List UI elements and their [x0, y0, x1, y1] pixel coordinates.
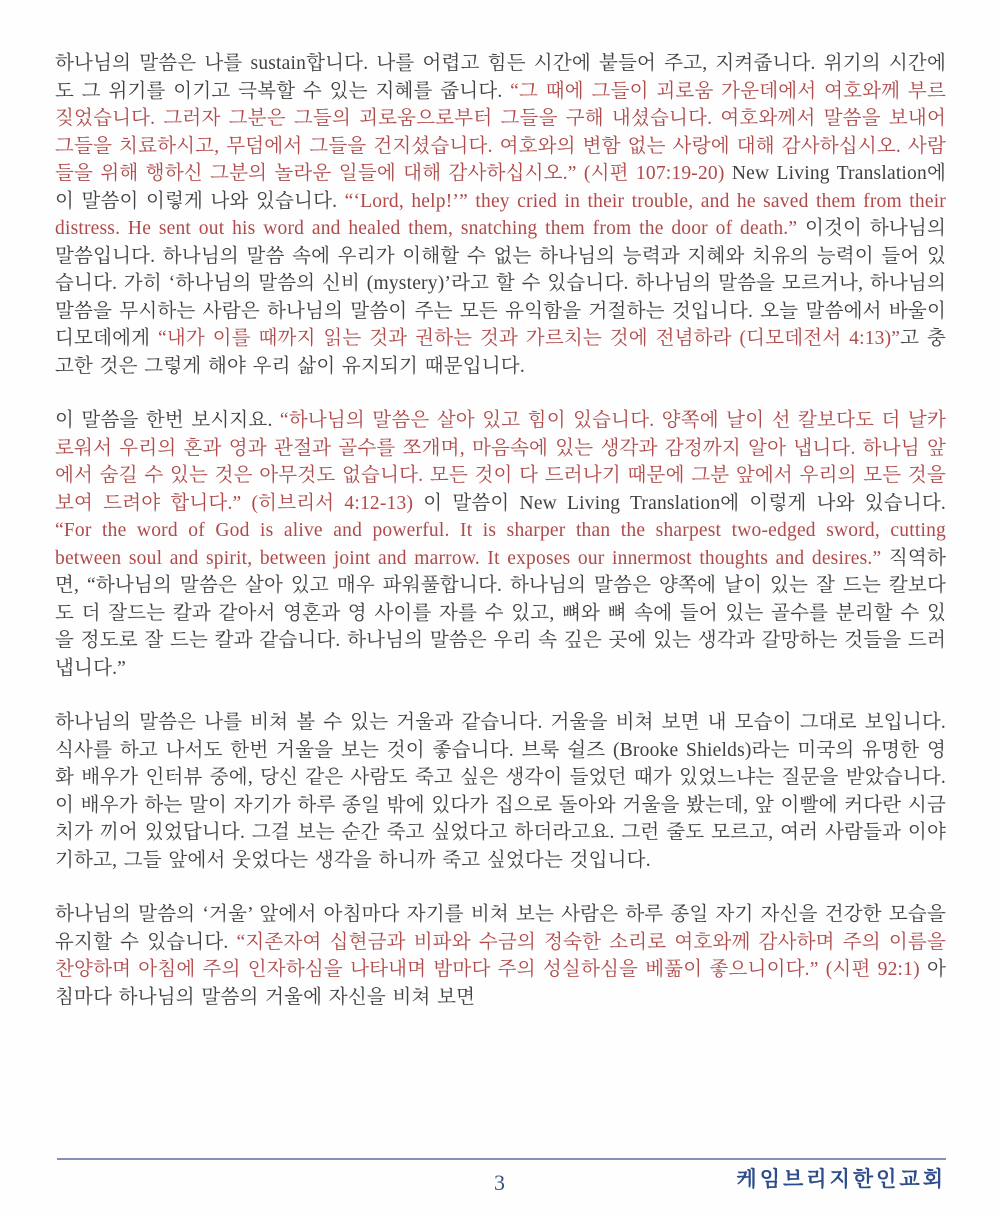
footer-organization: 케임브리지한인교회 [736, 1167, 946, 1191]
footer-rule [57, 1158, 946, 1160]
document-body [55, 50, 946, 1011]
page-number: 3 [494, 1170, 505, 1195]
paragraph [55, 709, 946, 874]
paragraph [55, 901, 946, 1011]
text-segment: “하나님의 말씀은 살아 있고 힘이 있습니다. 양쪽에 날이 선 칼보다도 더 날카로워서 우리의 혼과 영과 관절과 골수를 쪼개며, 마음속에 있는 생각과 감정까지 알아 냅니다. 하나님 앞에서 숨길 수 있는 것은 아무것도 없습니다. 모든 것이 다 드러나기 때문에 그분 앞에서 우리의 모든 것을 보여 드려야 합니다.” (히브리서 4:12-13) [55, 410, 946, 514]
text-segment: 이것이 하나님의 말씀입니다. 하나님의 말씀 속에 우리가 이해할 수 없는 하나님의 능력과 지혜와 치유의 능력이 들어 있습니다. 가히 ‘하나님의 말씀의 신비 (mystery)’라고 할 수 있습니다. 하나님의 말씀을 모르거나, 하나님의 말씀을 무시하는 사람은 하나님의 말씀이 주는 모든 유익함을 거절하는 것입니다. 오늘 말씀에서 바울이 디모데에게 [55, 218, 946, 349]
text-segment: New Living Translation에 이 말씀이 이렇게 나와 있습니다. [55, 163, 946, 212]
text-segment: 아침마다 하나님의 말씀의 거울에 자신을 비쳐 보면 [55, 959, 946, 1008]
text-segment: “지존자여 십현금과 비파와 수금의 정숙한 소리로 여호와께 감사하며 주의 이름을 찬양하며 아침에 주의 인자하심을 나타내며 밤마다 주의 성실하심을 베풂이 좋으니이다.” (시편 92:1) [55, 931, 946, 980]
text-segment: 이 말씀을 한번 보시지요. [55, 410, 280, 431]
text-segment: “For the word of God is alive and powerful. It is sharper than the sharpest two-edged sword, cutting between soul and spirit, between joint and marrow. It exposes our innermost thoughts and desires.” [55, 520, 946, 569]
text-segment: “‘Lord, help!’” they cried in their trouble, and he saved them from their distress. He sent out his word and healed them, snatching them from the door of death.” [55, 190, 947, 239]
text-segment: 하나님의 말씀은 나를 비쳐 볼 수 있는 거울과 같습니다. 거울을 비쳐 보면 내 모습이 그대로 보입니다. 식사를 하고 나서도 한번 거울을 보는 것이 좋습니다. 브룩 쉴즈 (Brooke Shields)라는 미국의 유명한 영화 배우가 인터뷰 중에, 당신 같은 사람도 죽고 싶은 생각이 들었던 때가 있었느냐는 질문을 받았습니다. 이 배우가 하는 말이 자기가 하루 종일 밖에 있다가 집으로 돌아와 거울을 봤는데, 앞 이빨에 커다란 시금치가 끼어 있었답니다. 그걸 보는 순간 죽고 싶었다고 하더라고요. 그런 줄도 모르고, 여러 사람들과 이야기하고, 그들 앞에서 웃었다는 생각을 하니까 죽고 싶었다는 것입니다. [55, 712, 946, 871]
text-segment: 하나님의 말씀은 나를 sustain합니다. 나를 어렵고 힘든 시간에 붙들어 주고, 지켜줍니다. 위기의 시간에도 그 위기를 이기고 극복할 수 있는 지혜를 줍니다. [55, 53, 946, 102]
text-segment: “그 때에 그들이 괴로움 가운데에서 여호와께 부르짖었습니다. 그러자 그분은 그들의 괴로움으로부터 그들을 구해 내셨습니다. 여호와께서 말씀을 보내어 그들을 치료하시고, 무덤에서 그들을 건지셨습니다. 여호와의 변함 없는 사랑에 대해 감사하십시오. 사람들을 위해 행하신 그분의 놀라운 일들에 대해 감사하십시오.” (시편 107:19-20) [55, 80, 946, 184]
text-segment: 하나님의 말씀의 ‘거울’ 앞에서 아침마다 자기를 비쳐 보는 사람은 하루 종일 자기 자신을 건강한 모습을 유지할 수 있습니다. [55, 904, 946, 953]
text-segment: 이 말씀이 New Living Translation에 이렇게 나와 있습니다. [423, 492, 946, 514]
text-segment: “내가 이를 때까지 읽는 것과 권하는 것과 가르치는 것에 전념하라 (디모데전서 4:13)” [157, 328, 901, 349]
paragraph [55, 50, 946, 380]
paragraph [55, 407, 946, 682]
text-segment: 직역하면, “하나님의 말씀은 살아 있고 매우 파워풀합니다. 하나님의 말씀은 양쪽에 날이 있는 잘 드는 칼보다도 더 잘드는 칼과 같아서 영혼과 영 사이를 자를 수 있고, 뼈와 뼈 속에 들어 있는 골수를 분리할 수 있을 정도로 잘 드는 칼과 같습니다. 하나님의 말씀은 우리 속 깊은 곳에 있는 생각과 갈망하는 것들을 드러냅니다.” [55, 547, 946, 679]
text-segment: 고 충고한 것은 그렇게 해야 우리 삶이 유지되기 때문입니다. [55, 328, 947, 377]
